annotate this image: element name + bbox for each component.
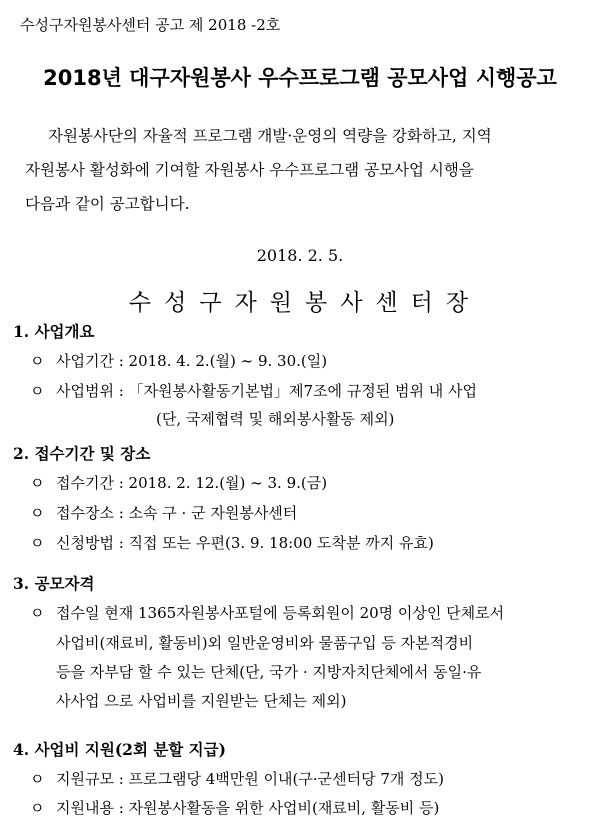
- intro-line-2: 자원봉사 활성화에 기여할 자원봉사 우수프로그램 공모사업 시행을: [25, 161, 474, 179]
- notice-date: 2018. 2. 5.: [256, 246, 344, 265]
- list-item: [30, 472, 327, 493]
- section-heading: 4. 사업비 지원(2회 분할 지급): [13, 740, 226, 759]
- notice-number: 수성구자원봉사센터 공고 제 2018 -2호: [20, 16, 281, 34]
- list-item-continuation: 사사업 으로 사업비를 지원받는 단체는 제외): [56, 692, 347, 710]
- page-title: 2018년 대구자원봉사 우수프로그램 공모사업 시행공고: [43, 66, 557, 90]
- bullet-icon: ㅇ: [30, 474, 45, 492]
- list-item-continuation: 사업비(재료비, 활동비)외 일반운영비와 물품구입 등 자본적경비: [56, 634, 474, 652]
- intro-line-1: 자원봉사단의 자율적 프로그램 개발·운영의 역량을 강화하고, 지역: [48, 127, 492, 145]
- list-item-text: 지원내용 : 자원봉사활동을 위한 사업비(재료비, 활동비 등): [56, 799, 440, 817]
- list-item-text: 사업범위 : 「자원봉사활동기본법」제7조에 규정된 범위 내 사업: [56, 382, 477, 400]
- bullet-icon: ㅇ: [30, 770, 45, 788]
- intro-line-3: 다음과 같이 공고합니다.: [25, 195, 190, 213]
- bullet-icon: ㅇ: [30, 604, 45, 622]
- list-item: [30, 532, 434, 553]
- list-item-continuation: 등을 자부담 할 수 있는 단체(단, 국가 · 지방자치단체에서 동일·유: [56, 663, 482, 681]
- list-item-text: 사업기간 : 2018. 4. 2.(월) ~ 9. 30.(일): [56, 352, 328, 370]
- list-item: [30, 797, 439, 818]
- bullet-icon: ㅇ: [30, 382, 45, 400]
- bullet-icon: ㅇ: [30, 534, 45, 552]
- signer: 수성구자원봉사센터장: [128, 290, 482, 316]
- list-item-continuation: (단, 국제협력 및 해외봉사활동 제외): [156, 410, 395, 428]
- list-item: [30, 380, 477, 401]
- list-item: [30, 602, 504, 623]
- list-item-text: 접수일 현재 1365자원봉사포털에 등록회원이 20명 이상인 단체로서: [56, 604, 505, 622]
- bullet-icon: ㅇ: [30, 799, 45, 817]
- bullet-icon: ㅇ: [30, 352, 45, 370]
- list-item-text: 접수장소 : 소속 구 · 군 자원봉사센터: [56, 504, 298, 522]
- section-heading: 2. 접수기간 및 장소: [13, 444, 151, 463]
- list-item-text: 접수기간 : 2018. 2. 12.(월) ~ 3. 9.(금): [56, 474, 328, 492]
- bullet-icon: ㅇ: [30, 504, 45, 522]
- section-heading: 1. 사업개요: [13, 322, 95, 341]
- list-item: [30, 768, 444, 789]
- list-item: [30, 502, 297, 523]
- list-item: [30, 350, 327, 371]
- list-item-text: 신청방법 : 직접 또는 우편(3. 9. 18:00 도착분 까지 유효): [56, 534, 434, 552]
- section-heading: 3. 공모자격: [13, 574, 95, 593]
- list-item-text: 지원규모 : 프로그램당 4백만원 이내(구·군센터당 7개 정도): [56, 770, 445, 788]
